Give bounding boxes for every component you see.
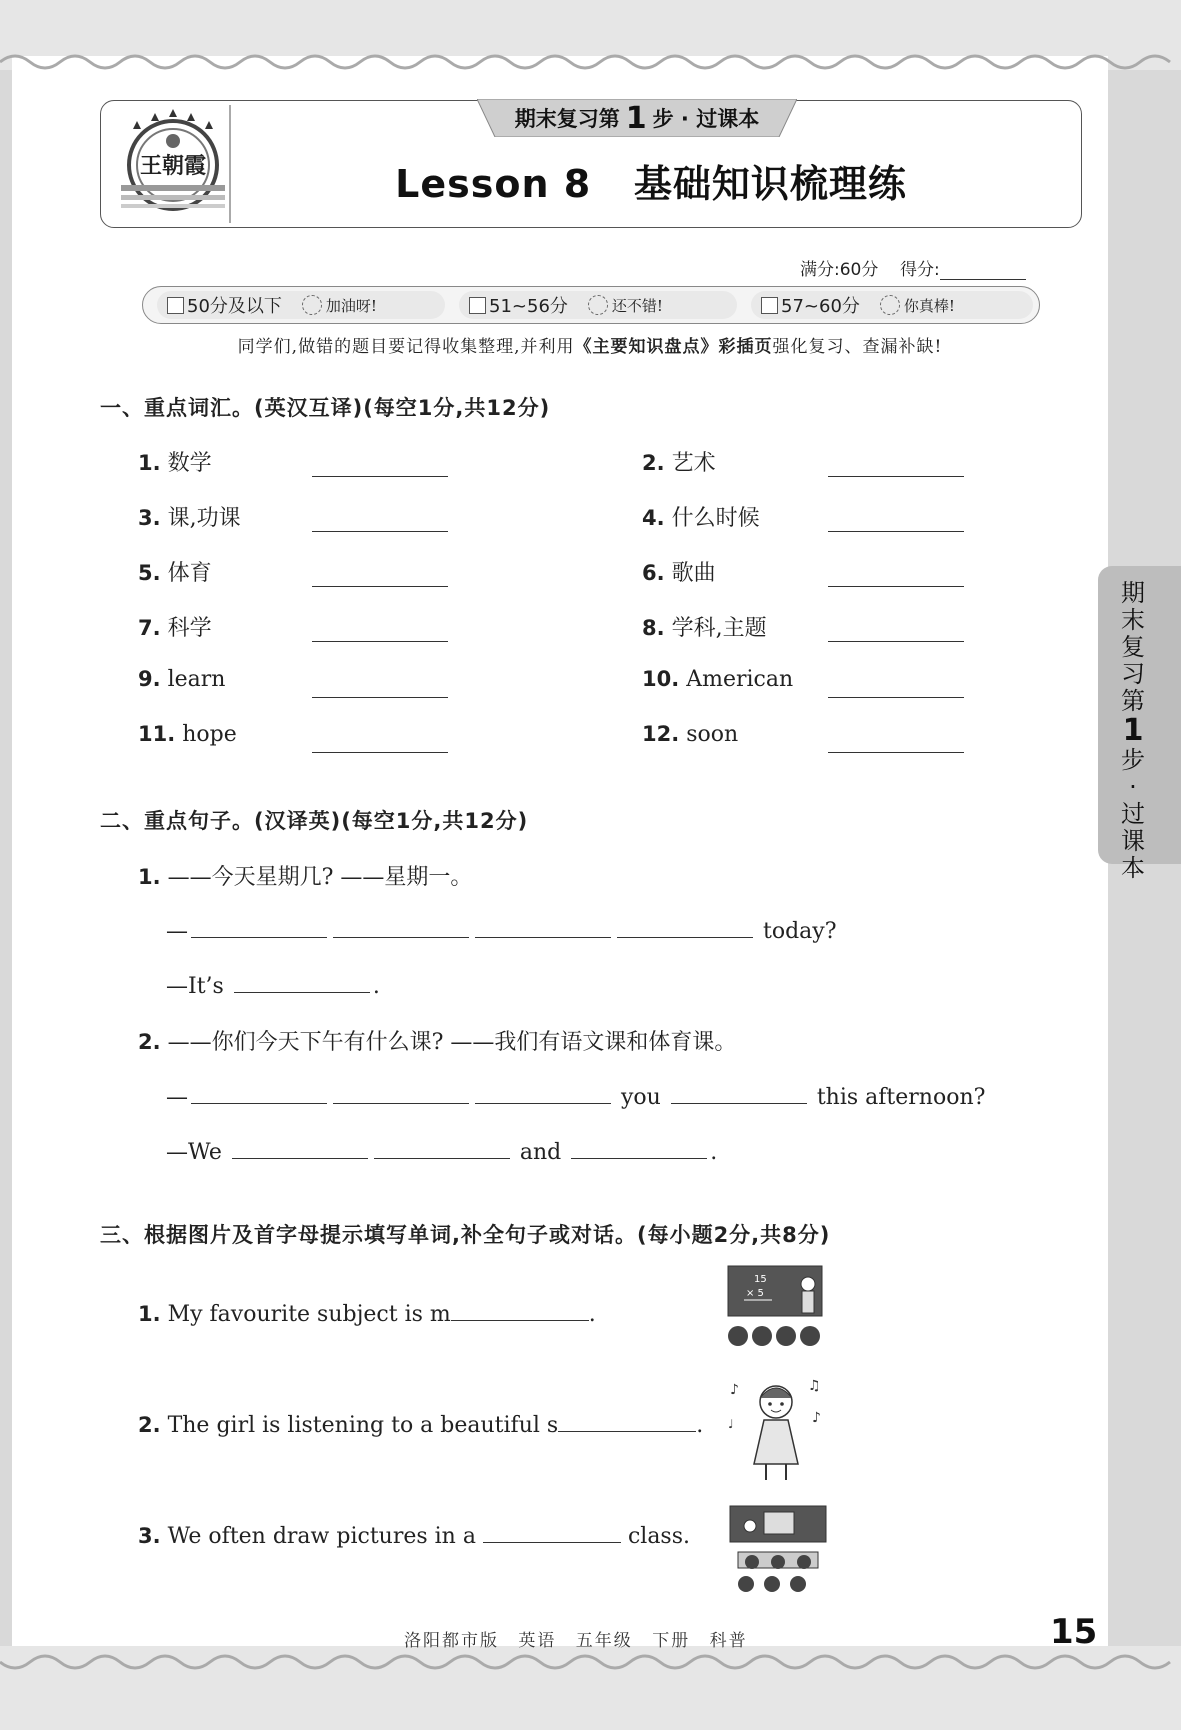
item-number: 2. [642,451,665,475]
question-text: ——今天星期几? ——星期一。 [167,865,473,890]
rating-item-mid [459,291,737,319]
item-number: 4. [642,506,665,530]
rating-range: 51~56分 [489,296,568,317]
dash: — [166,1085,188,1110]
item-number: 2. [138,1030,161,1054]
vocab-item-12 [642,722,738,747]
vocab-item-8 [642,611,767,642]
vocab-answer-blank-4[interactable] [828,531,964,532]
vocab-answer-blank-5[interactable] [312,586,448,587]
item-text: American [686,667,794,692]
sentence-2-line-b [166,1136,717,1165]
vocab-item-1 [138,446,212,477]
item-number: 1. [138,451,161,475]
sentence-end: today? [763,919,837,944]
svg-text:♪: ♪ [730,1382,739,1398]
item-number: 11. [138,722,176,746]
rating-range: 50分及以下 [187,296,282,317]
banner-prefix: 期末复习第 [514,107,620,131]
sentence-start: —It’s [166,974,224,999]
smile-face-icon [588,295,608,315]
item-number: 8. [642,616,665,640]
rating-bar [142,286,1040,324]
math-class-illustration [724,1264,828,1352]
item-text: 歌曲 [671,561,716,586]
lesson-header [100,100,1082,228]
item-number: 7. [138,616,161,640]
section-1-title: 一、重点词汇。(英汉互译)(每空1分,共12分) [100,396,551,420]
sentence-end: . [372,974,380,999]
side-step-tab [1098,566,1181,882]
sentence-start: —We [166,1140,222,1165]
logo-text: 王朝霞 [139,153,207,179]
vocab-answer-blank-9[interactable] [312,697,448,698]
vocab-answer-blank-11[interactable] [312,752,448,753]
answer-blank[interactable] [333,915,469,938]
vocab-answer-blank-10[interactable] [828,697,964,698]
cheer-face-icon [302,295,322,315]
answer-blank[interactable] [374,1136,510,1159]
item-number: 12. [642,722,680,746]
item-text: 什么时候 [671,506,760,531]
vocab-item-5 [138,556,212,587]
footer-edition: 洛阳都市版 英语 五年级 下册 科普 [404,1631,748,1651]
answer-blank[interactable] [333,1081,469,1104]
item-number: 10. [642,667,680,691]
rating-range: 57~60分 [781,296,860,317]
item-text: learn [167,667,226,692]
vocab-answer-blank-6[interactable] [828,586,964,587]
svg-text:♪: ♪ [812,1410,821,1426]
tip-text: 同学们,做错的题目要记得收集整理,并利用 [237,337,575,357]
picture-question-3 [138,1520,690,1549]
sentence-end: this afternoon? [816,1085,986,1110]
sentence-text: My favourite subject is m [167,1302,451,1327]
svg-text:15: 15 [754,1274,767,1285]
side-tab-line2: 步 · 过 课 本 [1121,746,1145,882]
sentence-end: class. [620,1524,691,1549]
dash: — [166,919,188,944]
rating-checkbox[interactable] [469,297,486,314]
sentence-word: you [621,1085,661,1110]
item-number: 6. [642,561,665,585]
banner-suffix: 步 · 过课本 [652,107,760,131]
item-text: 数学 [167,451,212,476]
item-number: 1. [138,1302,161,1326]
vocab-item-2 [642,446,716,477]
answer-blank[interactable] [671,1081,807,1104]
vocab-answer-blank-12[interactable] [828,752,964,753]
full-score-label: 满分:60分 [800,260,879,280]
sentence-1-line-b [166,970,380,999]
step-banner [477,99,797,137]
item-text: 科学 [167,616,212,641]
section-2-title: 二、重点句子。(汉译英)(每空1分,共12分) [100,809,529,833]
vocab-answer-blank-7[interactable] [312,641,448,642]
answer-blank[interactable] [483,1520,621,1543]
got-score-label: 得分: [899,260,940,280]
vocab-answer-blank-8[interactable] [828,641,964,642]
item-number: 1. [138,865,161,889]
happy-face-icon [880,295,900,315]
svg-text:♫: ♫ [808,1378,821,1394]
tip-highlight-2: 彩插页 [718,337,773,357]
tip-text-end: 强化复习、查漏补缺! [772,337,943,357]
score-line [800,255,1040,280]
svg-text:× 5: × 5 [746,1288,764,1299]
answer-blank[interactable] [191,915,327,938]
top-wavy-border [0,44,1181,72]
item-text: 课,功课 [167,506,241,531]
vocab-answer-blank-1[interactable] [312,476,448,477]
page-number: 15 [1050,1612,1098,1652]
question-text: ——你们今天下午有什么课? ——我们有语文课和体育课。 [167,1030,737,1055]
item-text: 学科,主题 [671,616,767,641]
sentence-text: The girl is listening to a beautiful s [167,1413,559,1438]
rating-item-low [157,291,445,319]
sentence-word: and [519,1140,562,1165]
vocab-item-9 [138,667,225,692]
sentence-question-1 [138,860,472,891]
girl-listening-music-illustration [724,1376,828,1484]
item-number: 3. [138,1524,161,1548]
logo-divider [229,105,231,223]
vocab-item-11 [138,722,237,747]
answer-blank[interactable] [475,915,611,938]
item-number: 5. [138,561,161,585]
rating-note: 加油呀! [325,296,377,315]
answer-blank[interactable] [191,1081,327,1104]
vocab-answer-blank-3[interactable] [312,531,448,532]
item-text: 艺术 [671,451,716,476]
bottom-wavy-border [0,1652,1181,1680]
item-number: 2. [138,1413,161,1437]
score-blank[interactable] [940,261,1026,280]
sentence-1-line-a [166,915,837,944]
vocab-item-10 [642,667,793,692]
sentence-text: We often draw pictures in a [167,1524,476,1549]
tip-highlight: 《主要知识盘点》 [574,337,719,357]
sentence-2-line-a [166,1081,985,1110]
vocab-answer-blank-2[interactable] [828,476,964,477]
rating-item-high [751,291,1033,319]
item-number: 9. [138,667,161,691]
answer-blank[interactable] [232,1136,368,1159]
answer-blank[interactable] [475,1081,611,1104]
answer-blank[interactable] [234,970,370,993]
publisher-logo [117,107,229,219]
art-class-illustration [728,1504,828,1596]
rating-note: 还不错! [611,296,663,315]
sentence-end: . [710,1140,718,1165]
vocab-item-6 [642,556,716,587]
sentence-end: . [588,1302,596,1327]
banner-step-number: 1 [625,100,647,136]
side-tab-line1: 期 末 复 习 第 [1121,579,1145,715]
vocab-item-4 [642,501,760,532]
banner-text [477,99,797,137]
sentence-end: . [696,1413,704,1438]
vocab-item-3 [138,501,241,532]
svg-text:♩: ♩ [728,1417,734,1431]
side-tab-text [1098,580,1168,882]
picture-question-1 [138,1298,596,1327]
study-tip [120,332,1060,357]
answer-blank[interactable] [451,1298,589,1321]
picture-question-2 [138,1409,703,1438]
item-text: hope [182,722,237,747]
section-3-title: 三、根据图片及首字母提示填写单词,补全句子或对话。(每小题2分,共8分) [100,1223,831,1247]
answer-blank[interactable] [571,1136,707,1159]
item-number: 3. [138,506,161,530]
answer-blank[interactable] [558,1409,696,1432]
sentence-question-2 [138,1025,736,1056]
rating-checkbox[interactable] [761,297,778,314]
answer-blank[interactable] [617,915,753,938]
rating-note: 你真棒! [903,296,955,315]
vocab-item-7 [138,611,212,642]
item-text: soon [686,722,739,747]
side-tab-step: 1 [1122,713,1144,748]
rating-checkbox[interactable] [167,297,184,314]
lesson-title: Lesson 8 基础知识梳理练 [395,162,907,206]
item-text: 体育 [167,561,212,586]
